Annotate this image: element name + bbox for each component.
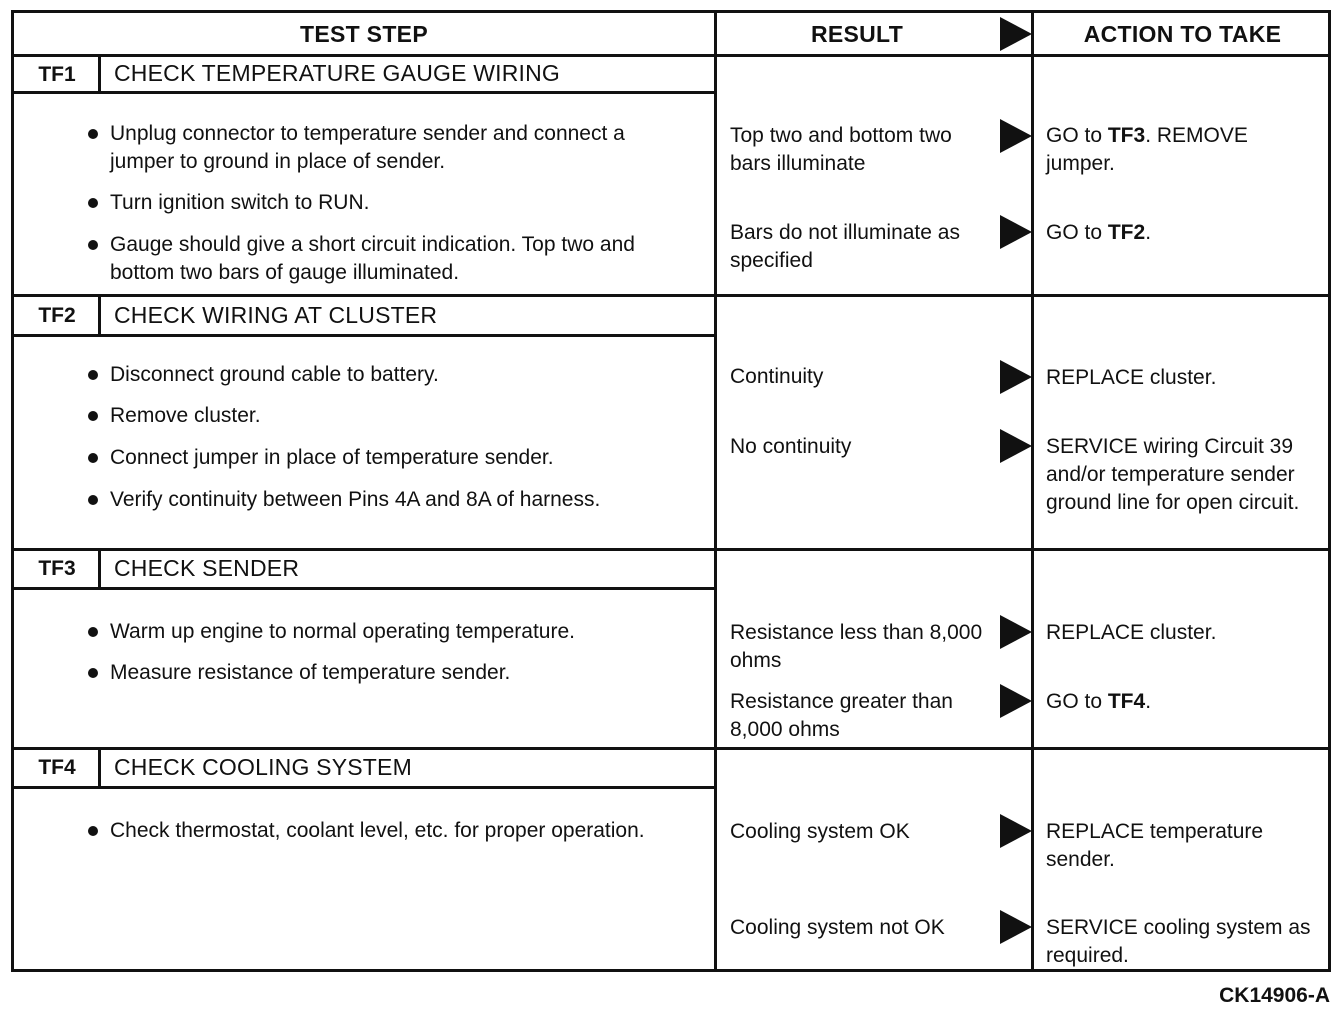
arrow-icon [1000,119,1032,153]
result-tf2-1: Continuity [730,365,824,388]
result-tf1-1: Top two and bottom two bars illuminate [730,124,952,175]
bullet-tf3-1: Warm up engine to normal operating temperature. [110,618,680,646]
arrow-icon [1000,814,1032,848]
result-tf3-1: Resistance less than 8,000 ohms [730,621,983,672]
header-arrow-icon [1000,17,1032,51]
action-tf4-2: SERVICE cooling system as required. [1046,916,1311,967]
action-tf1-2: GO to TF2. [1046,221,1152,244]
bullet-icon [88,495,98,505]
column-divider-result [714,13,717,969]
step-id-tf1: TF1 [38,62,76,86]
figure-code: CK14906-A [1219,984,1330,1007]
arrow-icon [1000,360,1032,394]
arrow-icon [1000,215,1032,249]
result-tf4-2: Cooling system not OK [730,916,945,939]
header-test-step: TEST STEP [300,20,428,47]
action-tf2-2: SERVICE wiring Circuit 39 and/or temperature sender ground line for open circuit. [1046,435,1300,514]
bullet-icon [88,411,98,421]
bullet-icon [88,668,98,678]
bullet-tf1-3: Gauge should give a short circuit indication. Top two and bottom two bars of gauge illuminated. [110,231,680,287]
bullet-icon [88,198,98,208]
bullet-tf1-2: Turn ignition switch to RUN. [110,189,680,217]
step-title-tf2: CHECK WIRING AT CLUSTER [114,302,438,328]
step-title-tf3: CHECK SENDER [114,555,300,581]
header-result: RESULT [810,20,904,47]
result-tf2-2: No continuity [730,435,852,458]
action-tf1-1: GO to TF3. REMOVE jumper. [1046,124,1248,175]
bullet-tf1-1: Unplug connector to temperature sender and connect a jumper to ground in place of sender. [110,120,680,176]
bullet-icon [88,453,98,463]
diagnostic-table [11,10,1331,972]
title-rule-tf3 [14,587,714,590]
bullet-icon [88,826,98,836]
result-tf3-2: Resistance greater than 8,000 ohms [730,690,953,741]
bullet-tf4-1: Check thermostat, coolant level, etc. for proper operation. [110,817,680,845]
bullet-icon [88,129,98,139]
step-id-tf4: TF4 [38,755,76,779]
title-rule-tf4 [14,786,714,789]
result-tf1-2: Bars do not illuminate as specified [730,221,960,272]
step-title-tf1: CHECK TEMPERATURE GAUGE WIRING [114,60,561,86]
step-id-tf3: TF3 [38,556,76,580]
arrow-icon [1000,429,1032,463]
bullet-icon [88,627,98,637]
action-tf3-2: GO to TF4. [1046,690,1152,713]
result-tf4-1: Cooling system OK [730,820,910,843]
arrow-icon [1000,615,1032,649]
title-rule-tf2 [14,334,714,337]
step-title-tf4: CHECK COOLING SYSTEM [114,754,412,780]
action-tf3-1: REPLACE cluster. [1046,621,1217,644]
bullet-tf2-3: Connect jumper in place of temperature sender. [110,444,680,472]
step-id-tf2: TF2 [38,303,76,327]
arrow-icon [1000,684,1032,718]
action-tf2-1: REPLACE cluster. [1046,366,1217,389]
header-action: ACTION TO TAKE [1083,20,1282,47]
arrow-icon [1000,910,1032,944]
bullet-tf3-2: Measure resistance of temperature sender. [110,659,680,687]
bullet-tf2-4: Verify continuity between Pins 4A and 8A of harness. [110,486,680,514]
bullet-tf2-1: Disconnect ground cable to battery. [110,361,680,389]
bullet-icon [88,240,98,250]
bullet-tf2-2: Remove cluster. [110,402,680,430]
action-tf4-1: REPLACE temperature sender. [1046,820,1264,871]
bullet-icon [88,370,98,380]
